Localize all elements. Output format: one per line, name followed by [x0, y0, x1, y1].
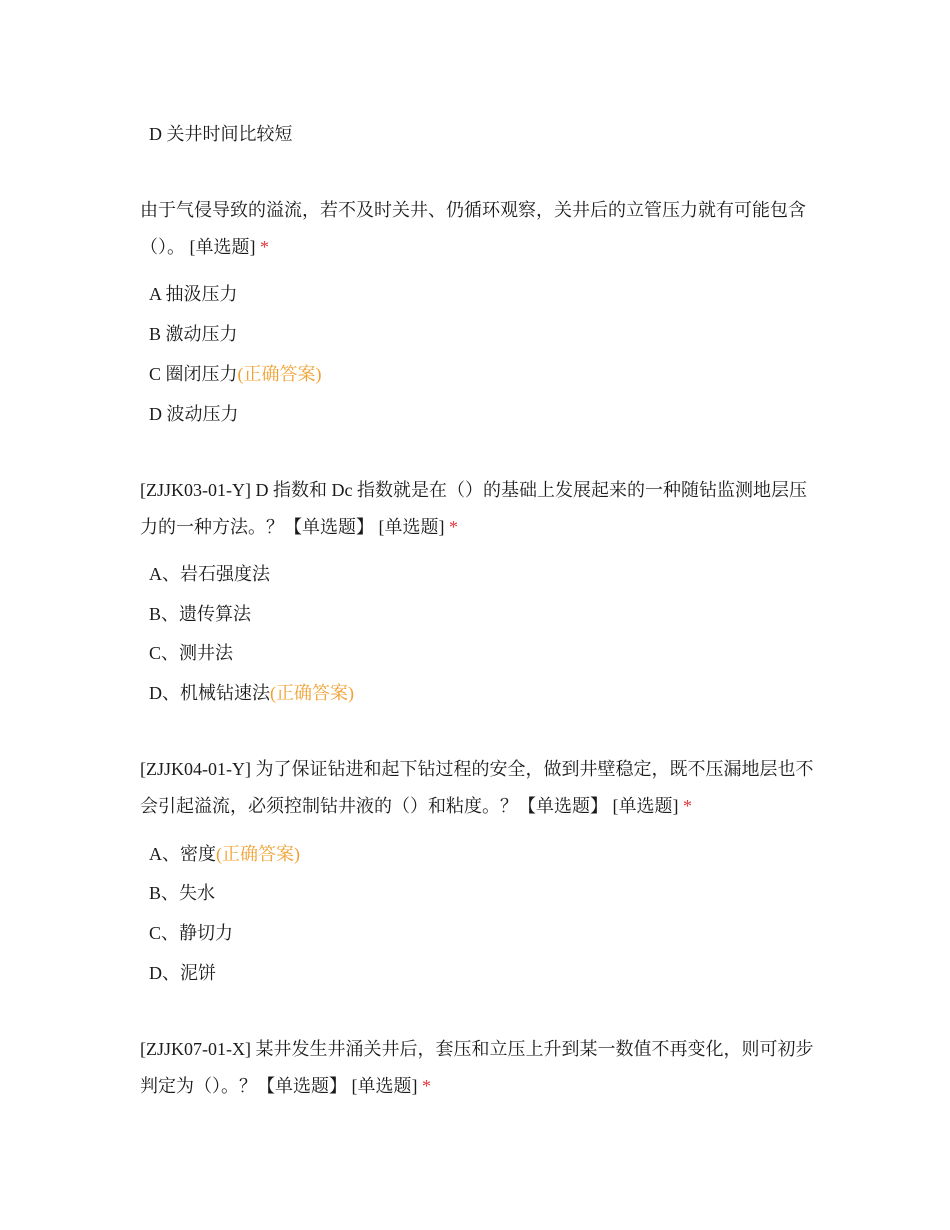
option-item — [149, 842, 300, 866]
correct-answer-tag: (正确答案) — [216, 844, 300, 864]
question-title — [140, 192, 820, 266]
option-label: B 激动压力 — [149, 324, 238, 344]
option-item — [149, 921, 233, 945]
correct-answer-tag: (正确答案) — [270, 683, 354, 703]
question-type: [单选题] — [378, 517, 445, 537]
question-title — [140, 751, 820, 825]
required-mark: * — [683, 796, 692, 816]
option-label: C、静切力 — [149, 923, 234, 943]
question-text: [ZJJK03-01-Y] D 指数和 Dc 指数就是在（）的基础上发展起来的一种随钻监测地层压力的一种方法。？【单选题】 — [140, 480, 807, 537]
question-text: [ZJJK07-01-X] 某井发生井涌关井后，套压和立压上升到某一数值不再变化，则可初步判定为（）。？【单选题】 — [140, 1039, 814, 1096]
option-item — [149, 562, 270, 586]
question-text: [ZJJK04-01-Y] 为了保证钻进和起下钻过程的安全，做到井壁稳定，既不压漏地层也不会引起溢流，必须控制钻井液的（）和粘度。？【单选题】 — [140, 759, 814, 816]
question-type: [单选题] — [612, 796, 679, 816]
option-item — [149, 641, 233, 665]
correct-answer-tag: (正确答案) — [237, 364, 322, 384]
option-label: A 抽汲压力 — [149, 284, 238, 304]
option-label: D 波动压力 — [149, 404, 239, 424]
option-item — [149, 362, 322, 386]
option-label: D、机械钻速法 — [149, 683, 270, 703]
option-label: A、密度 — [149, 844, 216, 864]
required-mark: * — [449, 517, 458, 537]
option-label: C、测井法 — [149, 643, 234, 663]
question-type: [单选题] — [189, 237, 256, 257]
question-type: [单选题] — [351, 1076, 418, 1096]
option-label: D 关井时间比较短 — [149, 124, 293, 144]
option-item — [149, 881, 215, 905]
option-label: B、遗传算法 — [149, 604, 252, 624]
required-mark: * — [422, 1076, 431, 1096]
required-mark: * — [260, 237, 269, 257]
option-item — [149, 122, 293, 146]
option-item — [149, 961, 216, 985]
option-label: B、失水 — [149, 883, 216, 903]
option-label: A、岩石强度法 — [149, 564, 270, 584]
option-label: C 圈闭压力 — [149, 364, 238, 384]
option-item — [149, 602, 251, 626]
question-title — [140, 1031, 820, 1105]
option-item — [149, 402, 239, 426]
option-item — [149, 322, 238, 346]
option-item — [149, 282, 238, 306]
question-title — [140, 472, 820, 546]
question-text: 由于气侵导致的溢流，若不及时关井、仍循环观察，关井后的立管压力就有可能包含（）。 — [140, 200, 806, 257]
option-label: D、泥饼 — [149, 963, 216, 983]
option-item — [149, 681, 354, 705]
